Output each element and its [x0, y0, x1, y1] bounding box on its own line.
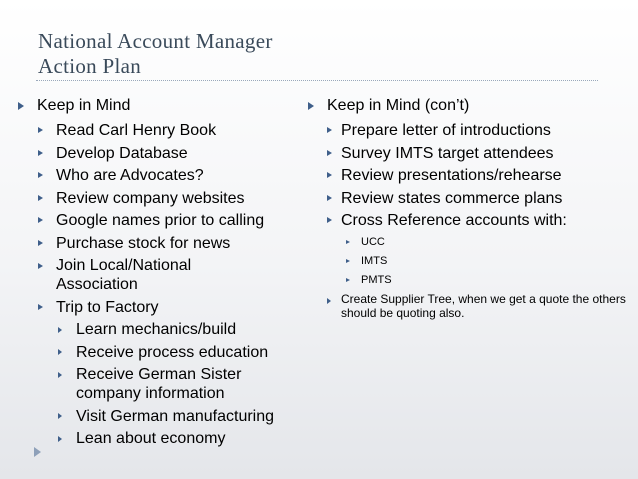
bullet-cross-reference — [306, 211, 626, 230]
bullet-item — [16, 166, 306, 185]
bullet-arrow-icon — [327, 217, 332, 223]
cross-ref-item — [306, 255, 626, 268]
bullet-text: Purchase stock for news — [56, 234, 231, 252]
bullet-text: Review states commerce plans — [341, 189, 563, 207]
left-column — [16, 96, 306, 452]
bullet-arrow-icon — [327, 195, 332, 201]
bullet-arrow-icon — [58, 327, 62, 333]
bullet-item — [16, 121, 306, 140]
bullet-text: Who are Advocates? — [56, 167, 204, 184]
bullet-text: Review company websites — [56, 189, 245, 207]
bullet-text: UCC — [361, 236, 385, 248]
bullet-text: PMTS — [361, 274, 392, 286]
bullet-text: Visit German manufacturing — [76, 407, 275, 425]
bullet-text: Learn mechanics/build — [76, 321, 237, 338]
bullet-text: Keep in Mind — [37, 97, 131, 114]
bullet-arrow-icon — [38, 195, 43, 201]
bullet-text: Cross Reference accounts with: — [341, 212, 567, 229]
bullet-supplier-tree-note — [306, 293, 638, 320]
bullet-item — [306, 144, 626, 163]
bullet-arrow-icon — [327, 298, 331, 304]
bullet-arrow-icon — [38, 127, 43, 133]
bullet-arrow-icon — [308, 102, 314, 110]
bullet-arrow-icon — [58, 436, 62, 442]
sub-bullet-item — [16, 407, 306, 426]
bullet-text: Prepare letter of introductions — [341, 122, 551, 139]
bullet-arrow-icon — [38, 240, 43, 246]
sub-bullet-item — [16, 365, 276, 403]
bullet-arrow-icon — [327, 150, 332, 156]
bullet-item — [16, 256, 246, 294]
bullet-text: Read Carl Henry Book — [56, 122, 217, 139]
bullet-arrow-icon — [38, 263, 43, 269]
bullet-arrow-icon — [327, 172, 332, 178]
bullet-trip-to-factory — [16, 298, 306, 317]
bullet-arrow-icon — [58, 372, 62, 378]
bullet-text: Trip to Factory — [56, 298, 159, 316]
bullet-item — [16, 189, 306, 208]
bullet-arrow-icon — [346, 259, 350, 263]
bullet-text: IMTS — [361, 255, 388, 267]
bullet-item — [306, 166, 626, 185]
bullet-text: Keep in Mind (con’t) — [327, 97, 470, 114]
bullet-item — [16, 234, 306, 253]
slide-corner-arrow-icon — [34, 447, 41, 457]
bullet-text: Develop Database — [56, 144, 188, 162]
bullet-text: Review presentations/rehearse — [341, 167, 562, 184]
bullet-arrow-icon — [18, 102, 24, 110]
bullet-text: Create Supplier Tree, when we get a quote the others should be quoting also. — [341, 292, 626, 320]
bullet-keep-in-mind-cont — [306, 96, 626, 115]
bullet-text: Join Local/National Association — [56, 257, 192, 293]
bullet-item — [16, 144, 306, 163]
bullet-arrow-icon — [58, 413, 62, 419]
bullet-arrow-icon — [346, 240, 350, 244]
bullet-text: Lean about economy — [76, 430, 226, 447]
sub-bullet-item — [16, 343, 306, 362]
bullet-text: Receive process education — [76, 343, 269, 361]
bullet-arrow-icon — [346, 278, 350, 282]
cross-ref-item — [306, 236, 626, 249]
title-line-2: Action Plan — [38, 54, 142, 78]
bullet-arrow-icon — [38, 217, 43, 223]
bullet-text: Receive German Sister company information — [76, 366, 242, 402]
bullet-arrow-icon — [38, 304, 43, 310]
right-column — [306, 96, 626, 324]
sub-bullet-item — [16, 320, 306, 339]
cross-ref-item — [306, 274, 626, 287]
title-divider — [36, 80, 598, 81]
slide-title — [38, 29, 273, 79]
bullet-arrow-icon — [38, 150, 43, 156]
title-line-1: National Account Manager — [38, 29, 273, 53]
bullet-arrow-icon — [58, 349, 62, 355]
bullet-item — [306, 189, 626, 208]
bullet-text: Survey IMTS target attendees — [341, 144, 554, 162]
bullet-text: Google names prior to calling — [56, 212, 265, 229]
bullet-item — [16, 211, 306, 230]
bullet-keep-in-mind — [16, 96, 306, 115]
bullet-item — [306, 121, 626, 140]
sub-bullet-item — [16, 429, 306, 448]
bullet-arrow-icon — [38, 172, 43, 178]
bullet-arrow-icon — [327, 127, 332, 133]
